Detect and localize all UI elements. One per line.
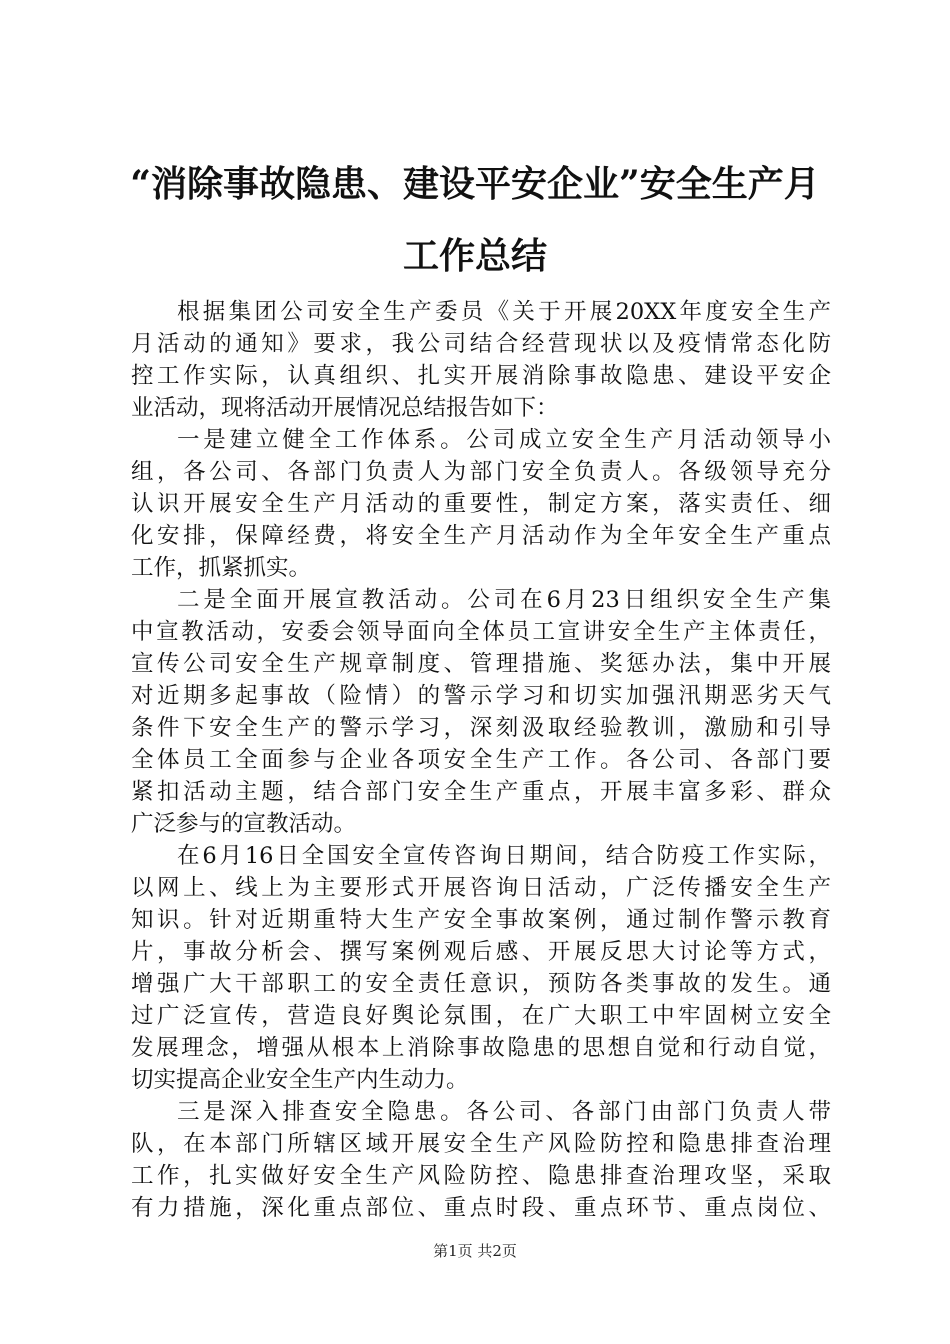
paragraph-line: 对近期多起事故（险情）的警示学习和切实加强汛期恶劣天气	[131, 683, 831, 709]
document-title	[120, 148, 830, 292]
paragraph-line: 业活动，现将活动开展情况总结报告如下：	[131, 395, 559, 421]
paragraph	[131, 584, 831, 840]
paragraph-line: 紧扣活动主题，结合部门安全生产重点，开展丰富多彩、群众	[131, 779, 831, 805]
paragraph	[131, 424, 831, 584]
paragraph-line: 控工作实际，认真组织、扎实开展消除事故隐患、建设平安企	[131, 363, 831, 389]
paragraph-line: 工作，扎实做好安全生产风险防控、隐患排查治理攻坚，采取	[131, 1163, 831, 1189]
paragraph-line: 广泛参与的宣教活动。	[131, 811, 357, 837]
paragraph-line: 切实提高企业安全生产内生动力。	[131, 1067, 469, 1093]
title-line-1: “消除事故隐患、建设平安企业”安全生产月	[130, 163, 820, 205]
paragraph-line: 宣传公司安全生产规章制度、管理措施、奖惩办法，集中开展	[131, 651, 831, 677]
paragraph	[131, 840, 831, 1096]
paragraph-line: 组，各公司、各部门负责人为部门安全负责人。各级领导充分	[131, 459, 831, 485]
paragraph-line: 全体员工全面参与企业各项安全生产工作。各公司、各部门要	[131, 747, 831, 773]
paragraph-line: 过广泛宣传，营造良好舆论氛围，在广大职工中牢固树立安全	[131, 1003, 831, 1029]
paragraph-line: 根据集团公司安全生产委员《关于开展20XX年度安全生产	[177, 299, 831, 325]
paragraph-line: 队，在本部门所辖区域开展安全生产风险防控和隐患排查治理	[131, 1131, 831, 1157]
paragraph-line: 发展理念，增强从根本上消除事故隐患的思想自觉和行动自觉，	[131, 1035, 831, 1061]
paragraph	[131, 296, 831, 424]
paragraph-line: 二是全面开展宣教活动。公司在6月23日组织安全生产集	[177, 587, 831, 613]
paragraph-line: 月活动的通知》要求，我公司结合经营现状以及疫情常态化防	[131, 331, 831, 357]
paragraph-line: 中宣教活动，安委会领导面向全体员工宣讲安全生产主体责任，	[131, 619, 831, 645]
paragraph-line: 工作，抓紧抓实。	[131, 555, 312, 581]
paragraph-line: 条件下安全生产的警示学习，深刻汲取经验教训，激励和引导	[131, 715, 831, 741]
title-line-2: 工作总结	[402, 235, 547, 277]
paragraph-line: 认识开展安全生产月活动的重要性，制定方案，落实责任、细	[131, 491, 831, 517]
paragraph-line: 在6月16日全国安全宣传咨询日期间，结合防疫工作实际，	[177, 843, 831, 869]
paragraph-line: 三是深入排查安全隐患。各公司、各部门由部门负责人带	[177, 1099, 831, 1125]
paragraph-line: 知识。针对近期重特大生产安全事故案例，通过制作警示教育	[131, 907, 831, 933]
page-footer: 第1页 共2页	[433, 1242, 517, 1260]
paragraph-line: 有力措施，深化重点部位、重点时段、重点环节、重点岗位、	[131, 1195, 831, 1221]
paragraph-line: 一是建立健全工作体系。公司成立安全生产月活动领导小	[177, 427, 831, 453]
paragraph-line: 化安排，保障经费，将安全生产月活动作为全年安全生产重点	[131, 523, 831, 549]
paragraph-line: 以网上、线上为主要形式开展咨询日活动，广泛传播安全生产	[131, 875, 831, 901]
paragraph	[131, 1096, 831, 1224]
paragraph-line: 片，事故分析会、撰写案例观后感、开展反思大讨论等方式，	[131, 939, 831, 965]
document-body	[131, 296, 831, 1224]
paragraph-line: 增强广大干部职工的安全责任意识，预防各类事故的发生。通	[131, 971, 831, 997]
